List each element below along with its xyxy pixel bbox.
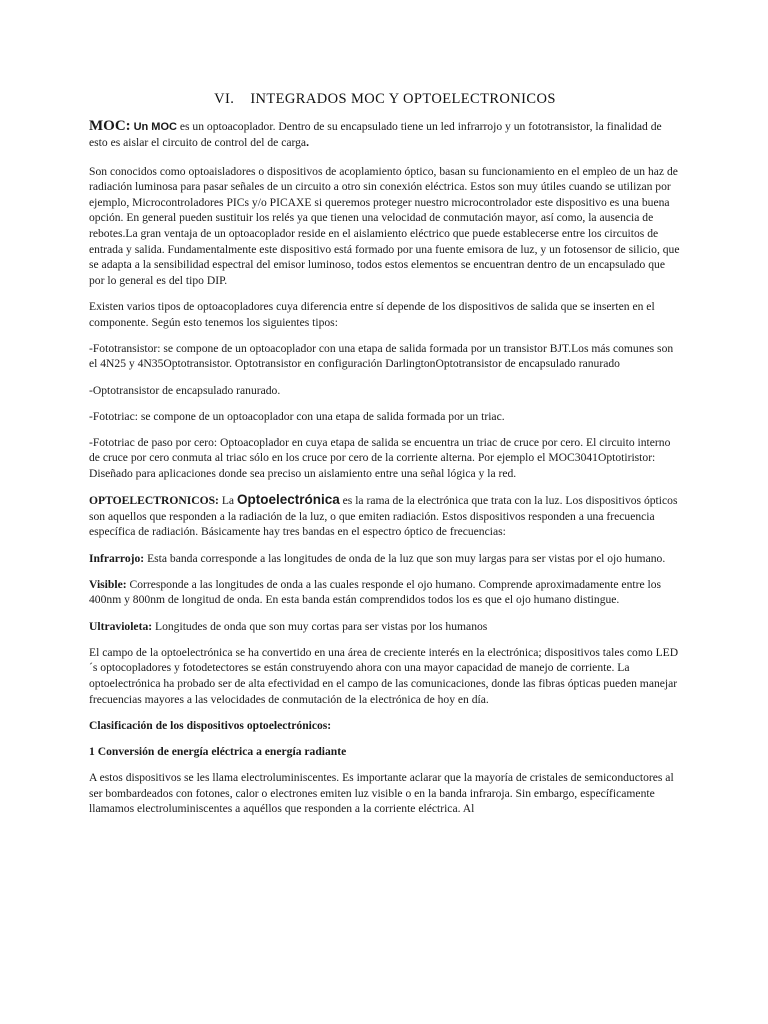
visible-text: Corresponde a las longitudes de onda a las cuales responde el ojo humano. Comprende aproximadamente entre los 400nm y 800nm de longitud de onda. En esta banda están comprendidos todos los es que el ojo humano distingue. (89, 577, 662, 607)
term-visible: Visible: (89, 577, 127, 591)
paragraph-optoelectronics (89, 492, 681, 540)
opto-la: La (218, 494, 237, 508)
paragraph-moc (89, 118, 681, 151)
paragraph-ultraviolet (89, 619, 681, 635)
opto-text: es la rama de la electrónica que trata con la luz. Los dispositivos ópticos son aquellos que responden a la radiación de la luz, o que emiten radiación. Estos dispositivos responden a una frecuencia específica de radiación. Básicamente hay tres bandas en el espectro óptico de frecuencias: (89, 494, 678, 539)
lead-moc: Un MOC (133, 120, 177, 133)
term-infrared: Infrarrojo: (89, 551, 145, 565)
section-title (89, 92, 681, 108)
opto-word: Optoelectrónica (236, 492, 340, 508)
heading-classification: Clasificación de los dispositivos optoelectrónicos: (89, 718, 332, 732)
section-number: VI. (214, 91, 235, 107)
paragraph-optoisolators: Son conocidos como optoaisladores o dispositivos de acoplamiento óptico, basan su funcionamiento en el empleo de un haz de radiación luminosa para pasar señales de un circuito a otro sin conexión eléctrica. Estos son muy útiles cuando se utilizan por ejemplo, Microcontroladores PICs y/o PICAXE si queremos proteger nuestro microcontrolador este dispositivo es una buena opción. En general pueden sustituir los relés ya que tienen una velocidad de conmutación mayor, así como, la ausencia de rebotes.La gran ventaja de un optoacoplador reside en el aislamiento eléctrico que puede establecerse entre los circuitos de entrada y salida. Fundamentalmente este dispositivo está formado por una fuente emisora de luz, y un fotosensor de silicio, que se adapta a la sensibilidad espectral del emisor luminoso, todos estos elementos se encuentran dentro de un encapsulado que por lo general es del tipo DIP. (89, 164, 680, 287)
paragraph-phototransistor: -Fototransistor: se compone de un optoacoplador con una etapa de salida formada por un transistor BJT.Los más comunes son el 4N25 y 4N35Optotransistor. Optotransistor en configuración DarlingtonOptotransistor de encapsulado ranurado (89, 341, 674, 371)
paragraph-electroluminescent: A estos dispositivos se les llama electroluminiscentes. Es importante aclarar que la mayoría de cristales de semiconductores al ser bombardeados con fotones, calor o electrones emiten luz visible o en la banda infraroja. Sin embargo, específicamente llamamos electroluminiscentes a aquéllos que responden a la corriente eléctrica. Al (89, 771, 674, 816)
paragraph-infrared (89, 551, 681, 567)
paragraph-types: Existen varios tipos de optoacopladores cuya diferencia entre sí depende de los dispositivos de salida que se inserten en el componente. Según esto tenemos los siguientes tipos: (89, 299, 655, 329)
paragraph-phototriac: -Fototriac: se compone de un optoacoplador con una etapa de salida formada por un triac. (89, 409, 505, 423)
ultraviolet-text: Longitudes de onda que son muy cortas para ser vistas por los humanos (152, 619, 488, 633)
section-title-text: INTEGRADOS MOC Y OPTOELECTRONICOS (250, 91, 556, 107)
term-optoelectronics: OPTOELECTRONICOS: (89, 494, 219, 508)
paragraph-slotted: -Optotransistor de encapsulado ranurado. (89, 383, 281, 397)
paragraph-zero-cross: -Fototriac de paso por cero: Optoacoplador en cuya etapa de salida se encuentra un triac de cruce por cero. El circuito interno de cruce por cero conmuta al triac sólo en los cruce por cero de la corriente alterna. Por ejemplo el MOC3041Optotiristor: Diseñado para aplicaciones donde sea preciso un aislamiento entre una señal lógica y la red. (89, 435, 671, 481)
heading-conversion: 1 Conversión de energía eléctrica a energía radiante (89, 744, 347, 758)
moc-end: . (306, 135, 309, 149)
paragraph-field: El campo de la optoelectrónica se ha convertido en una área de creciente interés en la electrónica; dispositivos tales como LED´s optocopladores y fotodetectores se están construyendo ahora con una mayor capacidad de manejo de corriente. La optoelectrónica ha probado ser de alta efectividad en el campo de las comunicaciones, donde las fibras ópticas pueden manejar frecuencias mayores a las velocidades de conmutación de la electrónica de hoy en día. (89, 645, 679, 706)
moc-text: es un optoacoplador. Dentro de su encapsulado tiene un led infrarrojo y un fototransistor, la finalidad de esto es aislar el circuito de control del de carga (89, 119, 662, 149)
paragraph-visible (89, 577, 681, 608)
document-body (89, 92, 681, 828)
term-ultraviolet: Ultravioleta: (89, 619, 153, 633)
term-moc: MOC: (89, 117, 131, 134)
infrared-text: Esta banda corresponde a las longitudes de onda de la luz que son muy largas para ser vistas por el ojo humano. (144, 551, 666, 565)
